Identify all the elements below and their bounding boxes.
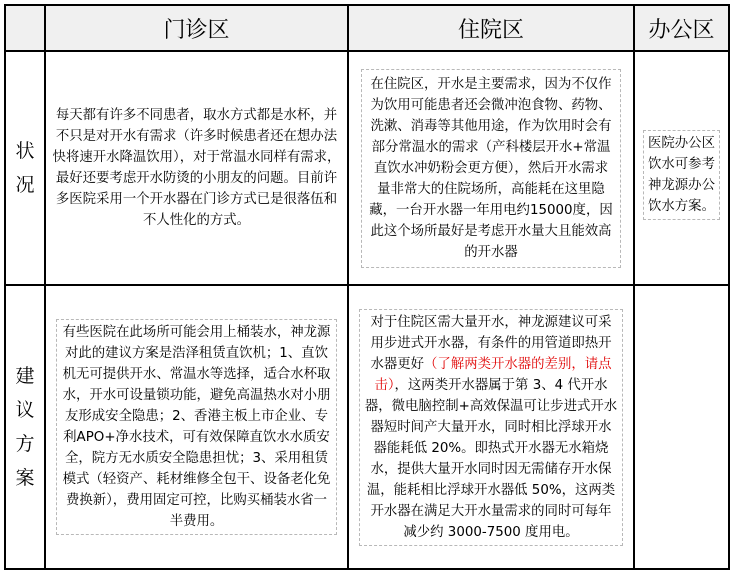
row-label-char: 建 [15, 365, 35, 387]
status-office-text: 医院办公区饮水可参考神龙源办公饮水方案。 [648, 136, 715, 214]
proposal-office-cell [634, 285, 729, 569]
status-inpatient-text: 在住院区，开水是主要需求，因为不仅作为饮用可能患者还会微冲泡食物、药物、洗漱、消毒等其他用途，作为饮用时会有部分常温水的需求（产科楼层开水+常温直饮水冲奶粉会更方便），然后开水需求量非常大的住院场所，高能耗在这里隐藏，一台开水器一年用电约15000度，因此这个场所最好是考虑开水量大且能效高的开水器 [369, 76, 613, 260]
corner-cell [5, 5, 45, 51]
status-row [5, 51, 729, 285]
comparison-table [4, 4, 730, 570]
proposal-inpatient-cell [348, 285, 634, 569]
proposal-outpatient-box [56, 319, 337, 535]
header-row [5, 5, 729, 51]
proposal-outpatient-text: 有些医院在此场所可能会用上桶装水，神龙源对此的建议方案是浩泽租赁直饮机；1、直饮机无可提供开水、常温水等选择，适合水杯取水，开水可设量锁功能，避免高温热水对小朋友形成安全隐患；2、香港主板上市企业、专利APO+净水技术，可有效保障直饮水水质安全，院方无水质安全隐患担忧；3、采用租赁模式（轻资产、耗材维修全包干、设备老化免费换新），费用固定可控，比购买桶装水省一半费用。 [62, 325, 331, 529]
header-outpatient: 门诊区 [45, 5, 348, 51]
status-outpatient-text: 每天都有许多不同患者，取水方式都是水杯，并不只是对开水有需求（许多时候患者还在想办法快将速开水降温饮用），对于常温水同样有需求，最好还要考虑开水防烫的小朋友的问题。目前许多医院采用一个开水器在门诊方式已是很落伍和不人性化的方式。 [52, 108, 341, 228]
proposal-outpatient-cell [45, 285, 348, 569]
row-label-char: 案 [15, 467, 35, 489]
status-outpatient-cell [45, 51, 348, 285]
row-label-status [5, 51, 45, 285]
status-office-cell [634, 51, 729, 285]
row-label-proposal [5, 285, 45, 569]
proposal-inpatient-text-before: 对于住院区需大量开水，神龙源建议可采用步进式开水器，有条件的用管道即热开水器更好 [370, 314, 612, 372]
row-label-char: 方 [15, 433, 35, 455]
header-office: 办公区 [634, 5, 729, 51]
proposal-row [5, 285, 729, 569]
row-label-char: 况 [15, 174, 35, 196]
proposal-inpatient-box [359, 309, 623, 546]
header-inpatient: 住院区 [348, 5, 634, 51]
proposal-inpatient-text-after: ，这两类开水器属于第 3、4 代开水器，微电脑控制+高效保温可让步进式开水器短时间产大量开水，同时相比浮球开水器能耗低 20%。即热式开水器无水箱烧水，提供大量开水同时因无需储存开水保温，能耗相比浮球开水器低 50%，这两类开水器在满足大开水量需求的同时可每年减少约 3000-7500 度用电。 [364, 377, 618, 540]
status-office-box [643, 130, 720, 220]
row-label-char: 状 [15, 140, 35, 162]
status-inpatient-cell [348, 51, 634, 285]
row-label-char: 议 [15, 399, 35, 421]
proposal-inpatient-link[interactable]: （了解两类开水器的差别，请点击） [374, 356, 612, 393]
status-inpatient-box [361, 69, 621, 268]
